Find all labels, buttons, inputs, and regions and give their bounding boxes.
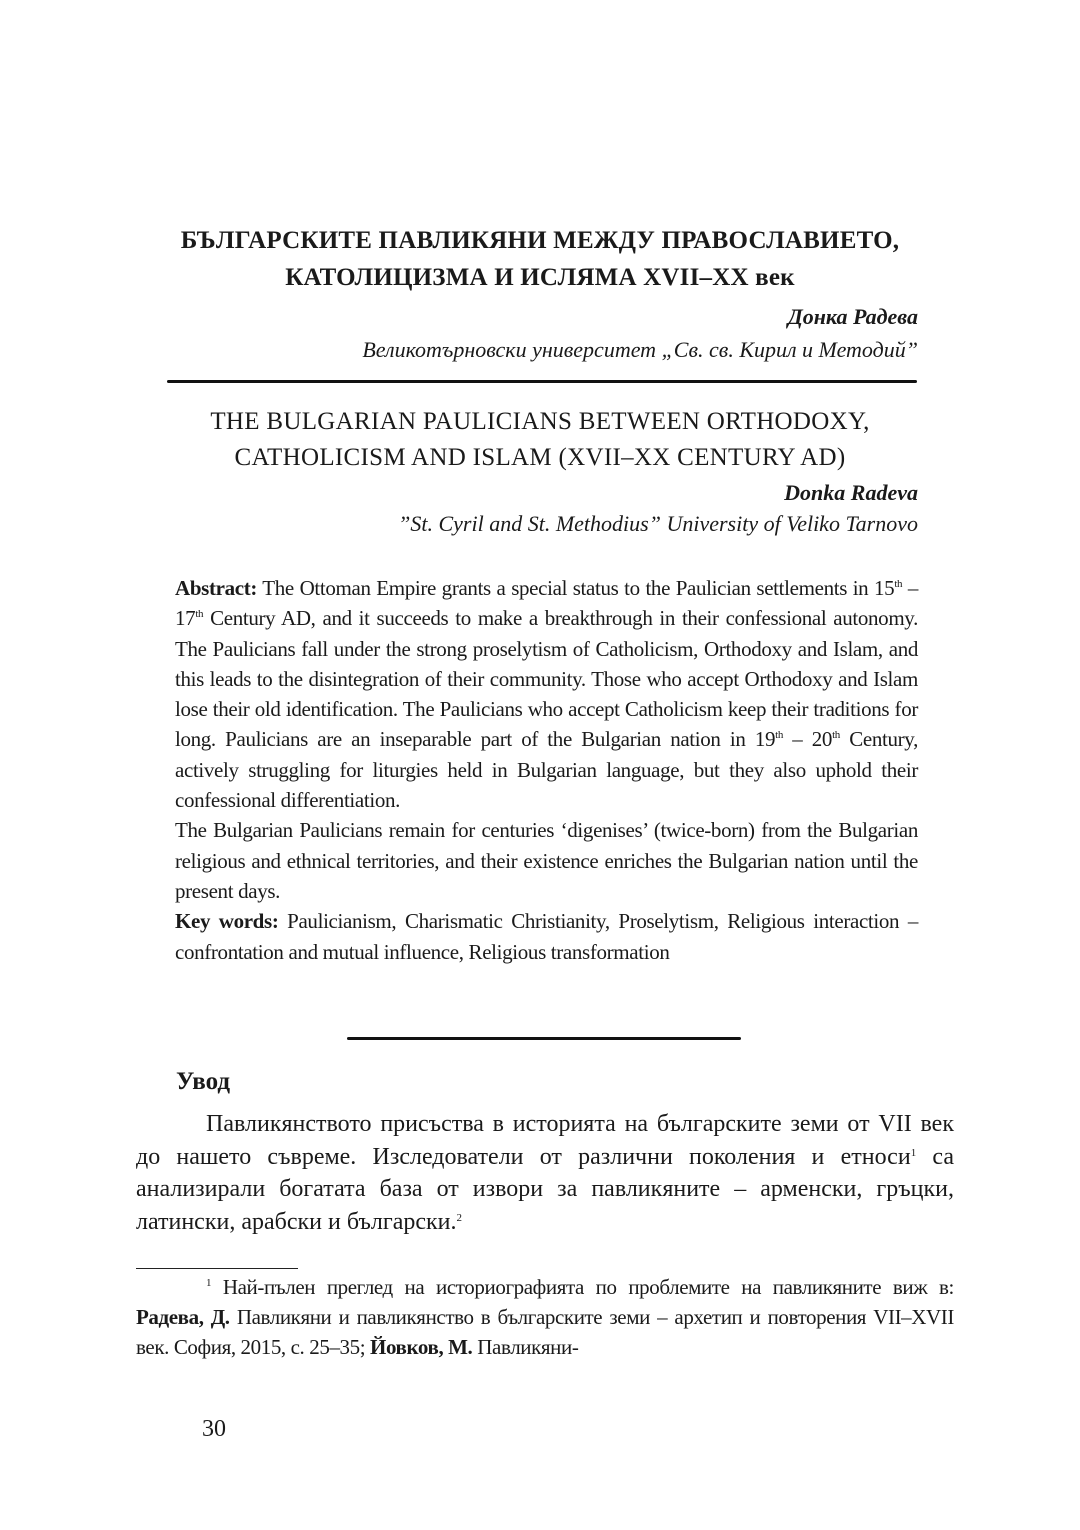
footnote-ref: 1: [910, 1146, 917, 1159]
footnote-text: Най-пълен преглед на историографията по проблемите на павликяните виж в:: [211, 1275, 954, 1299]
footnote-1: [136, 1272, 954, 1362]
bulgarian-title-line1: БЪЛГАРСКИТЕ ПАВЛИКЯНИ МЕЖДУ ПРАВОСЛАВИЕТО,: [180, 227, 900, 254]
english-author: Donka Radeva: [784, 480, 918, 505]
superscript: th: [832, 729, 840, 742]
abstract-divider: [347, 1037, 741, 1040]
intro-paragraph: [136, 1108, 954, 1238]
page-number: 30: [202, 1416, 226, 1442]
superscript: th: [775, 729, 783, 742]
abstract-label: Abstract:: [175, 576, 257, 600]
abstract: [175, 573, 918, 967]
footnote-author: Радева, Д.: [136, 1305, 230, 1329]
footnote-text: Павликяни-: [472, 1335, 579, 1359]
bulgarian-title: [0, 222, 1080, 296]
footnote: [136, 1272, 954, 1362]
footnote-author: Йовков, М.: [370, 1335, 473, 1359]
english-title-line2: CATHOLICISM AND ISLAM (XVII–XX CENTURY AD): [234, 444, 846, 471]
keywords-label: Key words:: [175, 909, 279, 934]
bulgarian-affiliation: Великотърновски университет „Св. св. Кирил и Методий”: [362, 337, 918, 362]
abstract-text: Century AD, and it succeeds to make a breakthrough in their confessional autonomy. The Paulicians fall under the strong proselytism of Catholicism, Orthodoxy and Islam, and this leads to the disintegration of their community. Those who accept Orthodoxy and Islam lose their old identification. The Paulicians who accept Catholicism keep their traditions for long. Paulicians are an inseparable part of the Bulgarian nation in 19: [175, 606, 918, 752]
abstract-text: – 20: [783, 727, 833, 752]
english-title: [0, 404, 1080, 476]
body-text: Павликянството присъства в историята на българските земи от VII век до нашето съвреме. Изследователи от различни поколения и етноси: [136, 1111, 954, 1170]
bulgarian-title-line2: КАТОЛИЦИЗМА И ИСЛЯМА XVII–XX век: [285, 264, 795, 291]
title-divider: [167, 380, 917, 383]
body-text: са анализирали богатата база от извори за павликяните – арменски, гръцки, латински, арабски и български.: [136, 1143, 954, 1235]
footnote-text: Павликяни и павликянство в българските земи – архетип и повторения VII–XVII век. София, 2015, с. 25–35;: [136, 1305, 954, 1359]
english-title-line1: THE BULGARIAN PAULICIANS BETWEEN ORTHODOXY,: [210, 408, 870, 435]
footnote-separator: [136, 1268, 298, 1269]
english-affiliation: ”St. Cyril and St. Methodius” University of Veliko Tarnovo: [398, 511, 918, 536]
footnote-ref: 2: [456, 1211, 463, 1224]
footnote-number: 1: [206, 1277, 212, 1289]
section-heading: Увод: [176, 1068, 231, 1095]
abstract-text: – 17: [175, 576, 918, 631]
bulgarian-author: Донка Радева: [787, 304, 918, 329]
abstract-paragraph-1: [175, 573, 918, 815]
keywords: [175, 906, 918, 967]
abstract-text: Century, actively struggling for liturgies held in Bulgarian language, but they also uphold their confessional differentiation.: [175, 727, 918, 813]
intro-body: [136, 1108, 954, 1238]
abstract-text: The Ottoman Empire grants a special status to the Paulician settlements in 15: [257, 576, 895, 600]
superscript: th: [894, 578, 903, 590]
keywords-text: Paulicianism, Charismatic Christianity, Proselytism, Religious interaction – confrontation and mutual influence, Religious transformation: [175, 909, 918, 964]
abstract-paragraph-2: The Bulgarian Paulicians remain for centuries ‘digenises’ (twice-born) from the Bulgarian religious and ethnical territories, and their existence enriches the Bulgarian nation until the present days.: [175, 818, 918, 903]
superscript: th: [195, 608, 204, 621]
